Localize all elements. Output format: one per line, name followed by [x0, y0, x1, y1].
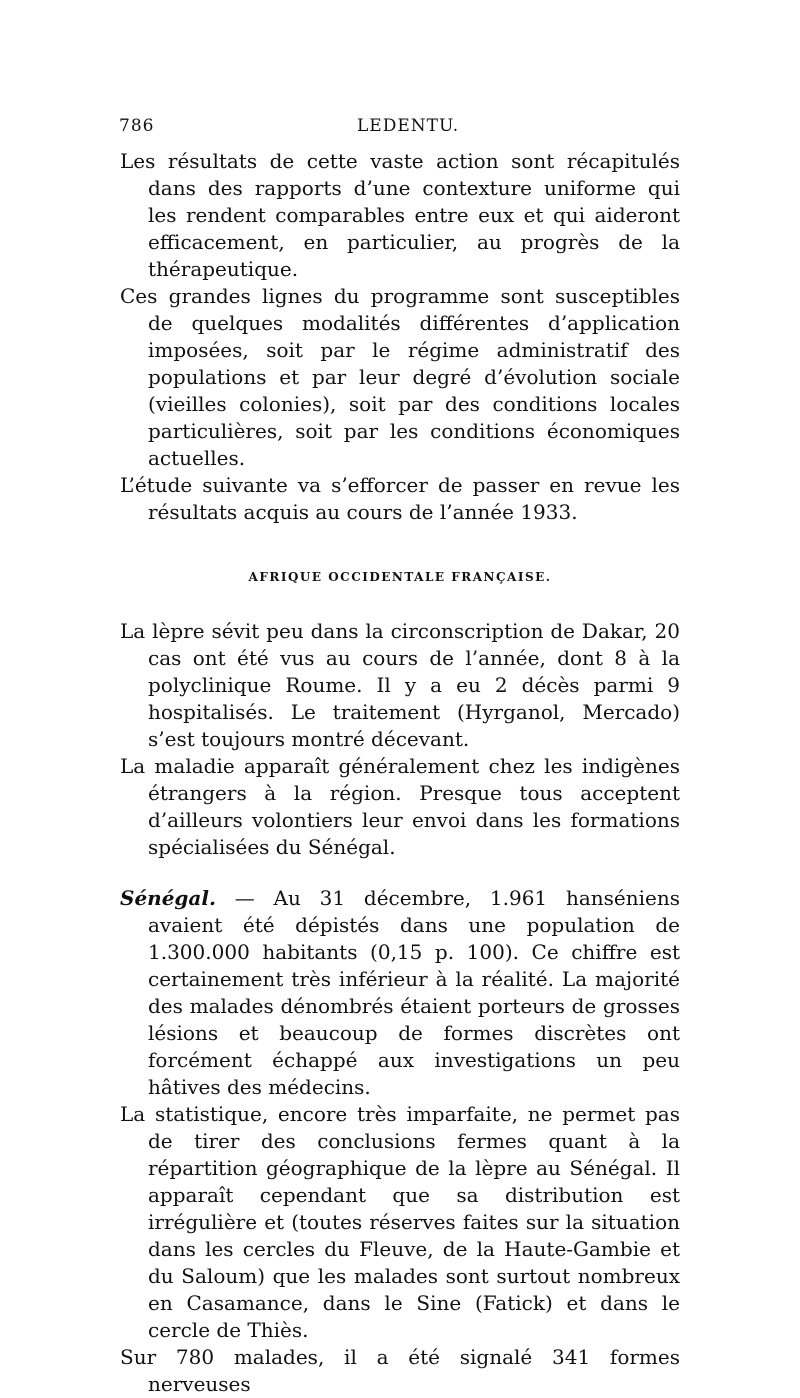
- page-number: 786: [119, 116, 155, 136]
- paragraph-gap: [145, 861, 680, 885]
- intro-paragraph-1: Les résultats de cette vaste action sont récapitulés dans des rapports d’une contexture uniforme qui les rendent comparables entre eux et qui aideront efficacement, en particulier, au progrès de la thérapeutique.: [120, 149, 680, 281]
- aof-paragraph-1: La lèpre sévit peu dans la circonscription de Dakar, 20 cas ont été vus au cours de l’année, dont 8 à la polyclinique Roume. Il y a eu 2 décès parmi 9 hospitalisés. Le traitement (Hyrganol, Mercado) s’est toujours montré décevant.: [120, 619, 680, 751]
- senegal-block: [120, 885, 680, 1398]
- senegal-paragraph-1: [120, 885, 680, 1101]
- intro-block: [120, 148, 680, 526]
- senegal-paragraph-1-text: — Au 31 décembre, 1.961 hanséniens avaient été dépistés dans une population de 1.300.000 habitants (0,15 p. 100). Ce chiffre est certainement très inférieur à la réalité. La majorité des malades dénombrés étaient porteurs de grosses lésions et beaucoup de formes discrètes ont forcément échappé aux investigations un peu hâtives des médecins.: [148, 886, 680, 1099]
- running-title: LEDENTU.: [357, 116, 460, 136]
- aof-block: [120, 618, 680, 861]
- senegal-place-name: Sénégal.: [120, 886, 216, 910]
- running-header: [119, 112, 680, 148]
- aof-paragraph-2: La maladie apparaît généralement chez les indigènes étrangers à la région. Presque tous acceptent d’ailleurs volontiers leur envoi dans les formations spécialisées du Sénégal.: [120, 754, 680, 859]
- senegal-paragraph-2: La statistique, encore très imparfaite, ne permet pas de tirer des conclusions fermes quant à la répartition géographique de la lèpre au Sénégal. Il apparaît cependant que sa distribution est irrégulière et (toutes réserves faites sur la situation dans les cercles du Fleuve, de la Haute-Gambie et du Saloum) que les malades sont surtout nombreux en Casamance, dans le Sine (Fatick) et dans le cercle de Thiès.: [120, 1102, 680, 1342]
- section-heading: AFRIQUE OCCIDENTALE FRANÇAISE.: [248, 570, 552, 584]
- intro-paragraph-3: L’étude suivante va s’efforcer de passer en revue les résultats acquis au cours de l’année 1933.: [120, 473, 680, 524]
- page: [119, 112, 680, 1398]
- senegal-paragraph-3: Sur 780 malades, il a été signalé 341 formes nerveuses: [120, 1345, 680, 1396]
- intro-paragraph-2: Ces grandes lignes du programme sont susceptibles de quelques modalités différentes d’application imposées, soit par le régime administratif des populations et par leur degré d’évolution sociale (vieilles colonies), soit par des conditions locales particulières, soit par les conditions économiques actuelles.: [120, 284, 680, 470]
